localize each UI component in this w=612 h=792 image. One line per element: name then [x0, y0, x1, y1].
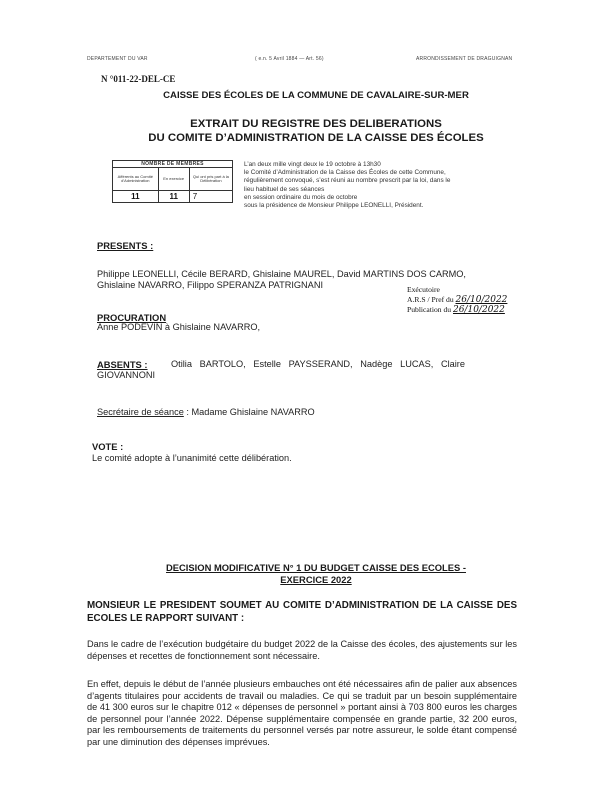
header-arrondissement: ARRONDISSEMENT DE DRAGUIGNAN: [416, 56, 513, 62]
intro-line: sous la présidence de Monsieur Philippe LEONELLI, Président.: [244, 202, 424, 210]
secretaire-value: : Madame Ghislaine NAVARRO: [183, 407, 315, 417]
secretaire-label: Secrétaire de séance: [97, 407, 184, 417]
decision-title-line1: DECISION MODIFICATIVE N° 1 DU BUDGET CAISSE DES ECOLES -: [166, 562, 466, 573]
president-intro: MONSIEUR LE PRESIDENT SOUMET AU COMITE D’ADMINISTRATION DE LA CAISSE DES ECOLES LE RAPPORT SUIVANT :: [87, 600, 517, 624]
stamp-publication-label: Publication du: [407, 305, 452, 314]
register-title-line1: EXTRAIT DU REGISTRE DES DELIBERATIONS: [190, 118, 442, 130]
vote-text: Le comité adopte à l’unanimité cette délibération.: [92, 453, 292, 463]
absents-line1: Otilia BARTOLO, Estelle PAYSSERAND, Nadège LUCAS, Claire: [171, 359, 465, 369]
header-law-reference: ( e.n. 5 Avril 1884 — Art. 56): [255, 56, 324, 62]
intro-line: régulièrement convoqué, s’est réuni au nombre prescrit par la loi, dans le: [244, 177, 451, 185]
members-value-votants: 7: [189, 191, 232, 203]
stamp-executoire: Exécutoire: [407, 285, 440, 294]
members-col-en-exercice: En exercice: [158, 168, 189, 191]
members-col-votants: Qui ont pris part à la Délibération: [189, 168, 232, 191]
intro-line: le Comité d’Administration de la Caisse des Écoles de cette Commune,: [244, 169, 446, 177]
stamp-ars-label: A.R.S / Pref du: [407, 295, 454, 304]
session-intro: [244, 161, 509, 210]
stamp-publication-date: 26/10/2022: [453, 305, 505, 315]
absents-line2: GIOVANNONI: [97, 370, 156, 380]
presents-line2: Ghislaine NAVARRO, Filippo SPERANZA PATRIGNANI: [97, 280, 324, 290]
intro-line: en session ordinaire du mois de octobre: [244, 193, 358, 201]
members-table-header: NOMBRE DE MEMBRES: [113, 161, 233, 168]
procuration-text: Anne PODEVIN à Ghislaine NAVARRO,: [97, 322, 261, 332]
intro-line: L’an deux mille vingt deux le 19 octobre à 13h30: [244, 161, 381, 168]
procuration-heading: PROCURATION: [97, 312, 167, 323]
institution-title: CAISSE DES ÉCOLES DE LA COMMUNE DE CAVALAIRE-SUR-MER: [163, 90, 469, 101]
members-col-afferents: Afférents au Comité d’Administration: [113, 168, 159, 191]
executory-stamp: [407, 285, 507, 315]
deliberation-number: N °011-22-DEL-CE: [101, 74, 176, 84]
paragraph-budget-execution: Dans le cadre de l’exécution budgétaire du budget 2022 de la Caisse des écoles, des ajustements sur les dépenses et recettes de fonctionnement sont nécessaire.: [87, 639, 517, 661]
intro-line: lieu habituel de ses séances: [244, 185, 325, 193]
header-department: DEPARTEMENT DU VAR: [87, 56, 148, 62]
members-value-afferents: 11: [113, 191, 159, 203]
stamp-ars-date: 26/10/2022: [455, 295, 508, 305]
members-table: [112, 160, 233, 203]
members-value-en-exercice: 11: [158, 191, 189, 203]
absents-heading: ABSENTS :: [97, 359, 148, 370]
presents-line1: Philippe LEONELLI, Cécile BERARD, Ghislaine MAUREL, David MARTINS DOS CARMO,: [97, 269, 466, 279]
paragraph-personnel-expenses: En effet, depuis le début de l’année plusieurs embauches ont été nécessaires afin de palier aux absences d’agents titulaires pour accidents de travail ou maladies. Ce qui se traduit par un besoin supplémentaire de 41 300 euros sur le chapitre 012 « dépenses de personnel » portant ainsi à 703 800 euros les charges de personnel pour l’année 2022. Dépense supplémentaire compensée en grande partie, 32 200 euros, par les remboursements de traitements du personnel versés par notre assureur, le solde étant compensé par une diminution des dépenses imprévues.: [87, 679, 517, 747]
register-title-line2: DU COMITE D’ADMINISTRATION DE LA CAISSE DES ÉCOLES: [148, 132, 484, 144]
vote-heading: VOTE :: [92, 441, 124, 452]
decision-title-line2: EXERCICE 2022: [280, 574, 352, 585]
presents-heading: PRESENTS :: [97, 240, 154, 251]
